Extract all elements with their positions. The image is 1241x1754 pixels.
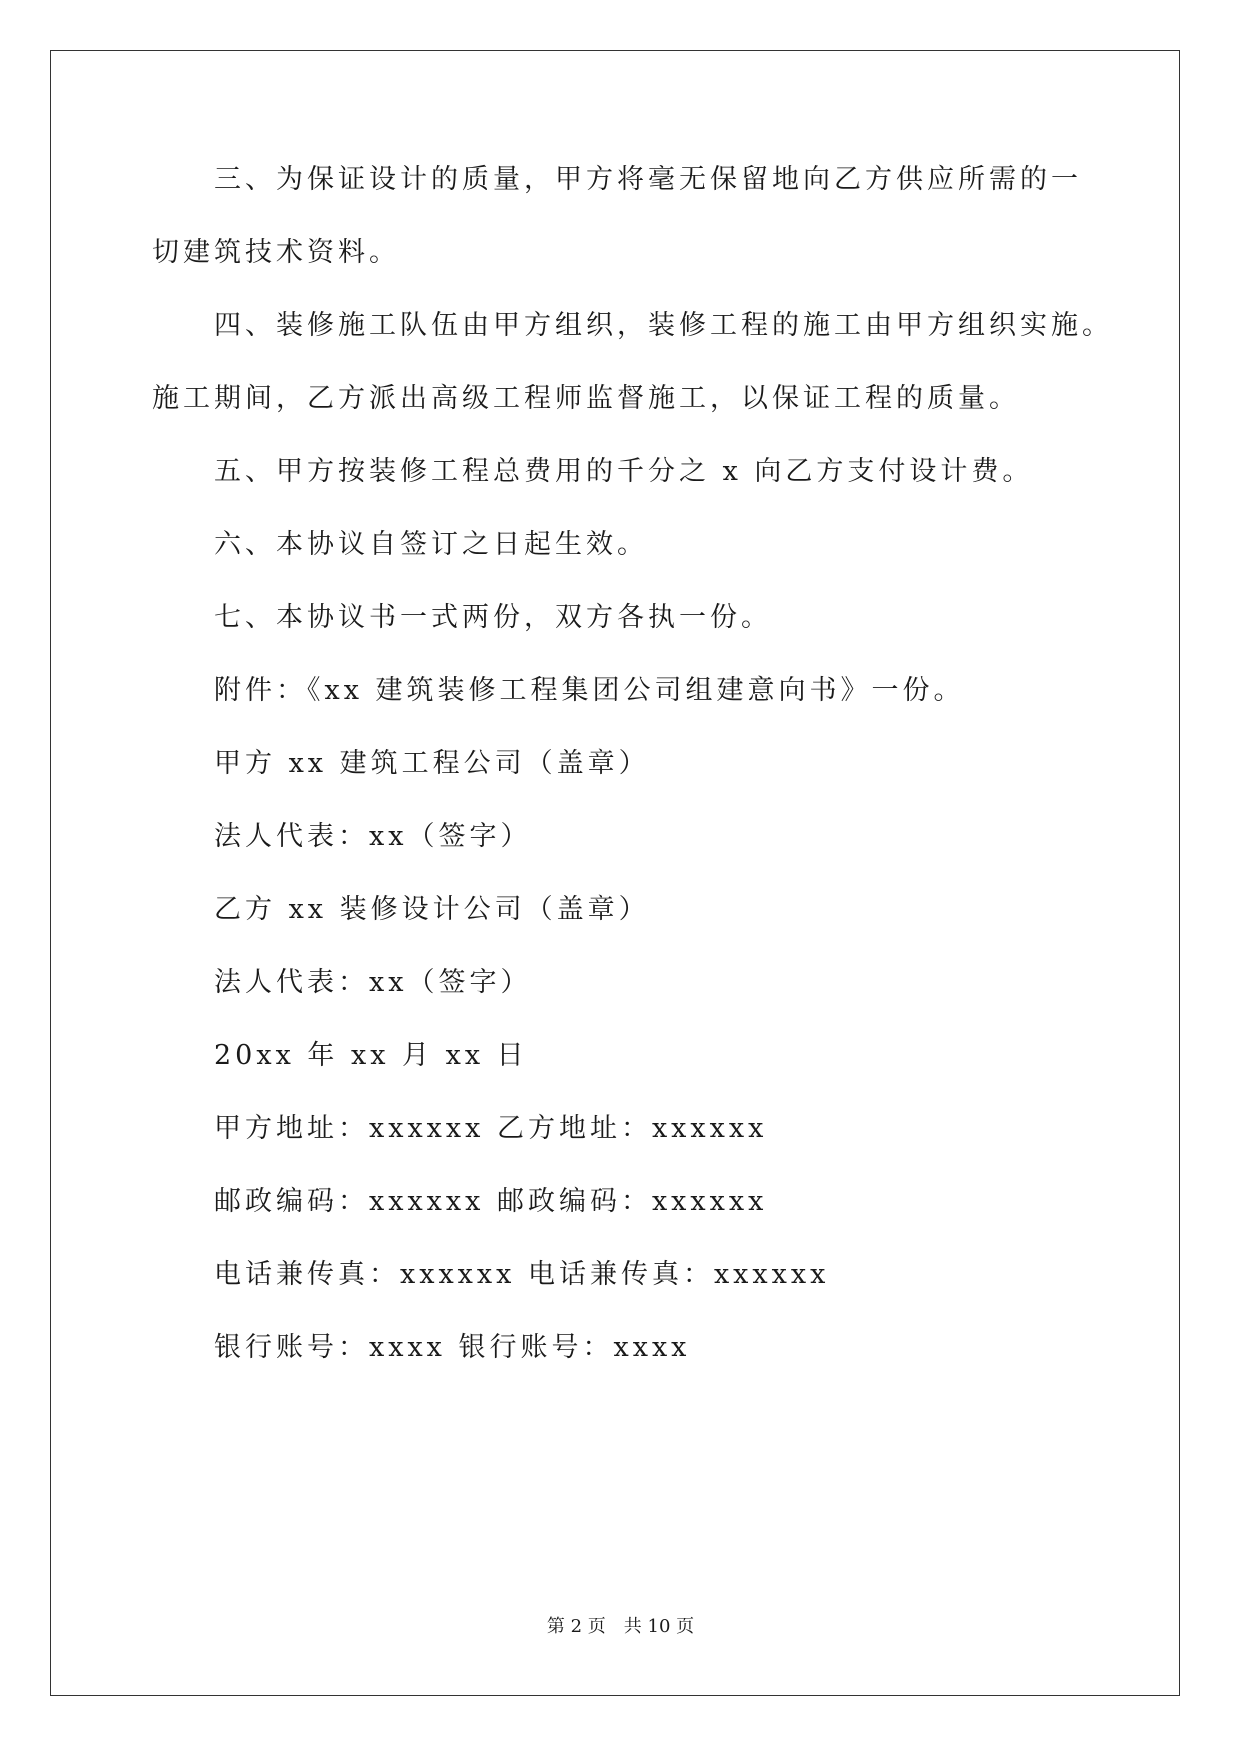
page-number-footer: 第 2 页 共 10 页 — [546, 1616, 695, 1637]
bank-accounts: 银行账号：xxxx 银行账号：xxxx — [214, 1332, 691, 1363]
addresses: 甲方地址：xxxxxx 乙方地址：xxxxxx — [214, 1113, 768, 1144]
paragraph-clause-7: 七、本协议书一式两份，双方各执一份。 — [214, 602, 772, 633]
paragraph-clause-5: 五、甲方按装修工程总费用的千分之 x 向乙方支付设计费。 — [214, 456, 1034, 487]
party-a-company: 甲方 xx 建筑工程公司（盖章） — [214, 748, 650, 779]
paragraph-clause-3-cont: 切建筑技术资料。 — [152, 237, 400, 268]
party-b-company: 乙方 xx 装修设计公司（盖章） — [214, 894, 650, 925]
party-a-representative: 法人代表：xx（签字） — [214, 821, 532, 852]
postal-codes: 邮政编码：xxxxxx 邮政编码：xxxxxx — [214, 1186, 768, 1217]
paragraph-clause-4: 四、装修施工队伍由甲方组织，装修工程的施工由甲方组织实施。 — [214, 310, 1113, 341]
paragraph-clause-4-cont: 施工期间，乙方派出高级工程师监督施工，以保证工程的质量。 — [152, 383, 1020, 414]
paragraph-clause-3: 三、为保证设计的质量，甲方将毫无保留地向乙方供应所需的一 — [214, 164, 1082, 195]
signing-date: 20xx 年 xx 月 xx 日 — [214, 1040, 528, 1071]
page-border — [50, 50, 1180, 1696]
party-b-representative: 法人代表：xx（签字） — [214, 967, 532, 998]
phone-fax: 电话兼传真：xxxxxx 电话兼传真：xxxxxx — [214, 1259, 830, 1290]
paragraph-clause-6: 六、本协议自签订之日起生效。 — [214, 529, 648, 560]
paragraph-attachment: 附件：《xx 建筑装修工程集团公司组建意向书》一份。 — [214, 675, 965, 706]
